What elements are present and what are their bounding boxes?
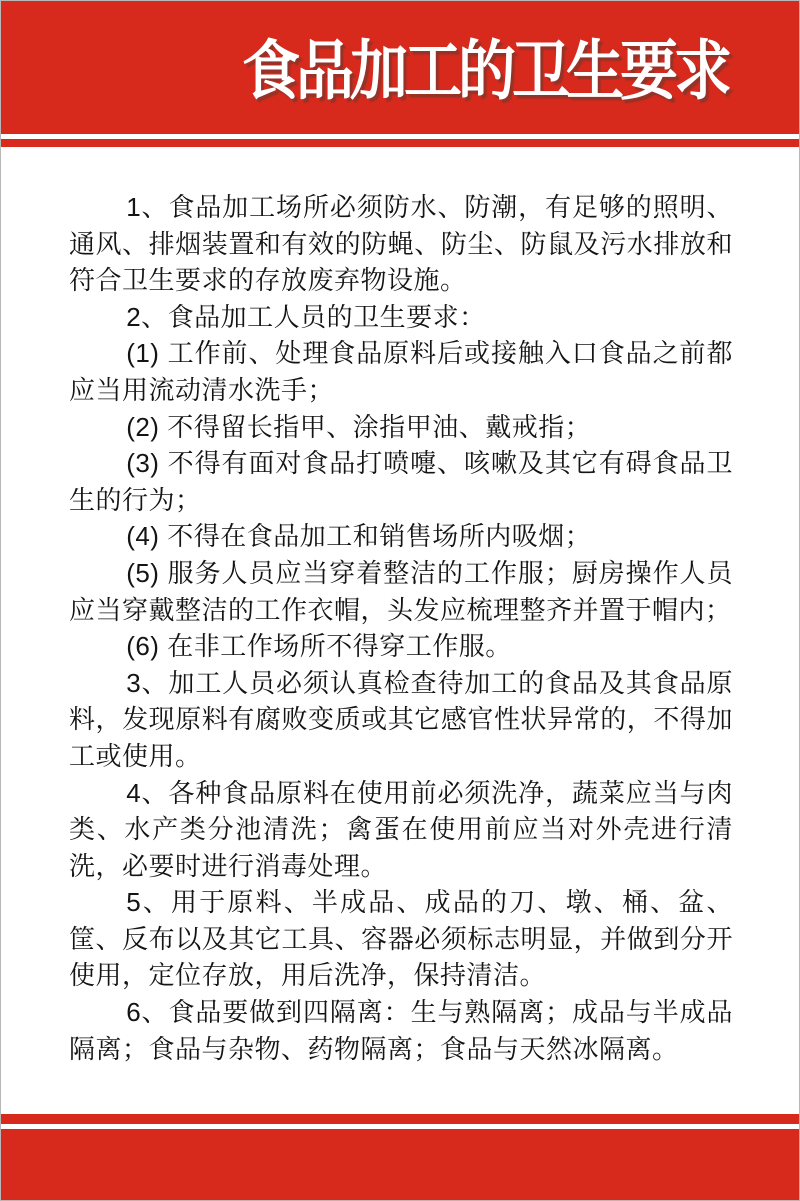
body-paragraph-2-1: (1) 工作前、处理食品原料后或接触入口食品之前都应当用流动清水洗手； [69, 338, 733, 405]
body-paragraph-5: 5、用于原料、半成品、成品的刀、墩、桶、盆、筐、反布以及其它工具、容器必须标志明显，并做到分开使用，定位存放，用后洗净，保持清洁。 [69, 887, 733, 991]
poster-body-text [69, 189, 733, 1067]
body-paragraph-6: 6、食品要做到四隔离：生与熟隔离；成品与半成品隔离；食品与杂物、药物隔离；食品与天然冰隔离。 [69, 997, 733, 1064]
footer-divider-stripe [1, 1114, 799, 1124]
poster-title: 食品加工的卫生要求 [242, 34, 729, 108]
body-paragraph-4: 4、各种食品原料在使用前必须洗净，蔬菜应当与肉类、水产类分池清洗；禽蛋在使用前应当对外壳进行清洗，必要时进行消毒处理。 [69, 777, 733, 881]
body-paragraph-2: 2、食品加工人员的卫生要求： [126, 301, 486, 332]
body-paragraph-2-5: (5) 服务人员应当穿着整洁的工作服；厨房操作人员应当穿戴整洁的工作衣帽，头发应梳理整齐并置于帽内； [69, 557, 733, 625]
footer-red-band [1, 1129, 799, 1200]
body-paragraph-1: 1、食品加工场所必须防水、防潮，有足够的照明、通风、排烟装置和有效的防蝇、防尘、防鼠及污水排放和符合卫生要求的存放废弃物设施。 [69, 192, 733, 296]
header-divider-stripe [1, 139, 799, 147]
body-paragraph-2-3: (3) 不得有面对食品打喷嚏、咳嗽及其它有碍食品卫生的行为； [69, 448, 733, 515]
body-paragraph-2-2: (2) 不得留长指甲、涂指甲油、戴戒指； [126, 411, 592, 442]
body-paragraph-3: 3、加工人员必须认真检查待加工的食品及其食品原料，发现原料有腐败变质或其它感官性状异常的，不得加工或使用。 [69, 667, 733, 771]
header-red-band [1, 1, 799, 134]
body-paragraph-2-6: (6) 在非工作场所不得穿工作服。 [126, 631, 512, 662]
body-paragraph-2-4: (4) 不得在食品加工和销售场所内吸烟； [126, 521, 592, 552]
